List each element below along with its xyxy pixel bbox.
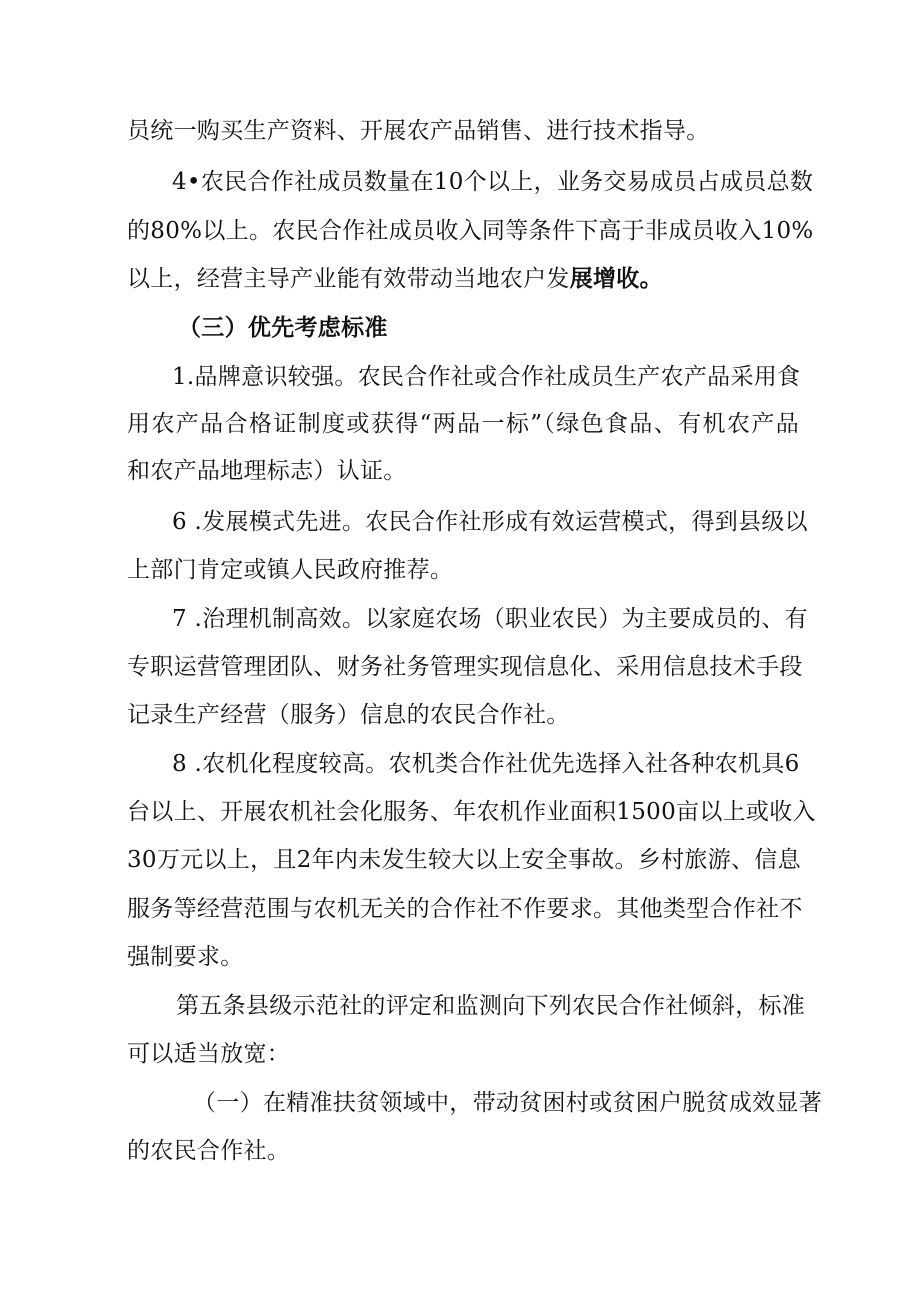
text-line: 的80%以上。农民合作社成员收入同等条件下高于非成员收入10% bbox=[127, 218, 814, 244]
section-heading: （三）优先考虑标准 bbox=[178, 314, 388, 341]
text-line: 8 .农机化程度较高。农机类合作社优先选择入社各种农机具6 bbox=[172, 751, 800, 777]
text-line: 台以上、开展农机社会化服务、年农机作业面积1500亩以上或收入 bbox=[127, 799, 816, 825]
text-line: 1.品牌意识较强。农民合作社或合作社成员生产农产品采用食 bbox=[172, 364, 801, 390]
text-line: 强制要求。 bbox=[127, 944, 244, 970]
text-line: 用农产品合格证制度或获得“两品一标”（绿色食品、有机农产品 bbox=[127, 411, 799, 437]
text-line: 6 .发展模式先进。农民合作社形成有效运营模式，得到县级以 bbox=[172, 509, 808, 535]
text-line: 第五条县级示范社的评定和监测向下列农民合作社倾斜，标准 bbox=[176, 993, 806, 1019]
text-line bbox=[127, 264, 663, 294]
text-line: 记录生产经营（服务）信息的农民合作社。 bbox=[127, 702, 570, 728]
text-line: 和农产品地理标志）认证。 bbox=[127, 458, 407, 484]
text-line: 员统一购买生产资料、开展农产品销售、进行技术指导。 bbox=[127, 118, 710, 144]
text-line: 专职运营管理团队、财务社务管理实现信息化、采用信息技术手段 bbox=[127, 654, 803, 680]
text-line: 7 .治理机制高效。以家庭农场（职业农民）为主要成员的、有 bbox=[172, 606, 808, 632]
bold-text-run: 展增收。 bbox=[569, 265, 663, 292]
text-line: 上部门肯定或镇人民政府推荐。 bbox=[127, 557, 454, 583]
text-line: 服务等经营范围与农机无关的合作社不作要求。其他类型合作社不 bbox=[127, 896, 803, 922]
text-line: 的农民合作社。 bbox=[127, 1138, 291, 1164]
text-line: 4•农民合作社成员数量在10个以上，业务交易成员占成员总数 bbox=[172, 169, 814, 195]
text-run: 以上，经营主导产业能有效带动当地农户发 bbox=[127, 266, 570, 292]
text-line: 可以适当放宽： bbox=[127, 1041, 291, 1067]
text-line: （一）在精准扶贫领域中，带动贫困村或贫困户脱贫成效显著 bbox=[193, 1090, 823, 1116]
text-line: 30万元以上，且2年内未发生较大以上安全事故。乡村旅游、信息 bbox=[127, 847, 801, 873]
